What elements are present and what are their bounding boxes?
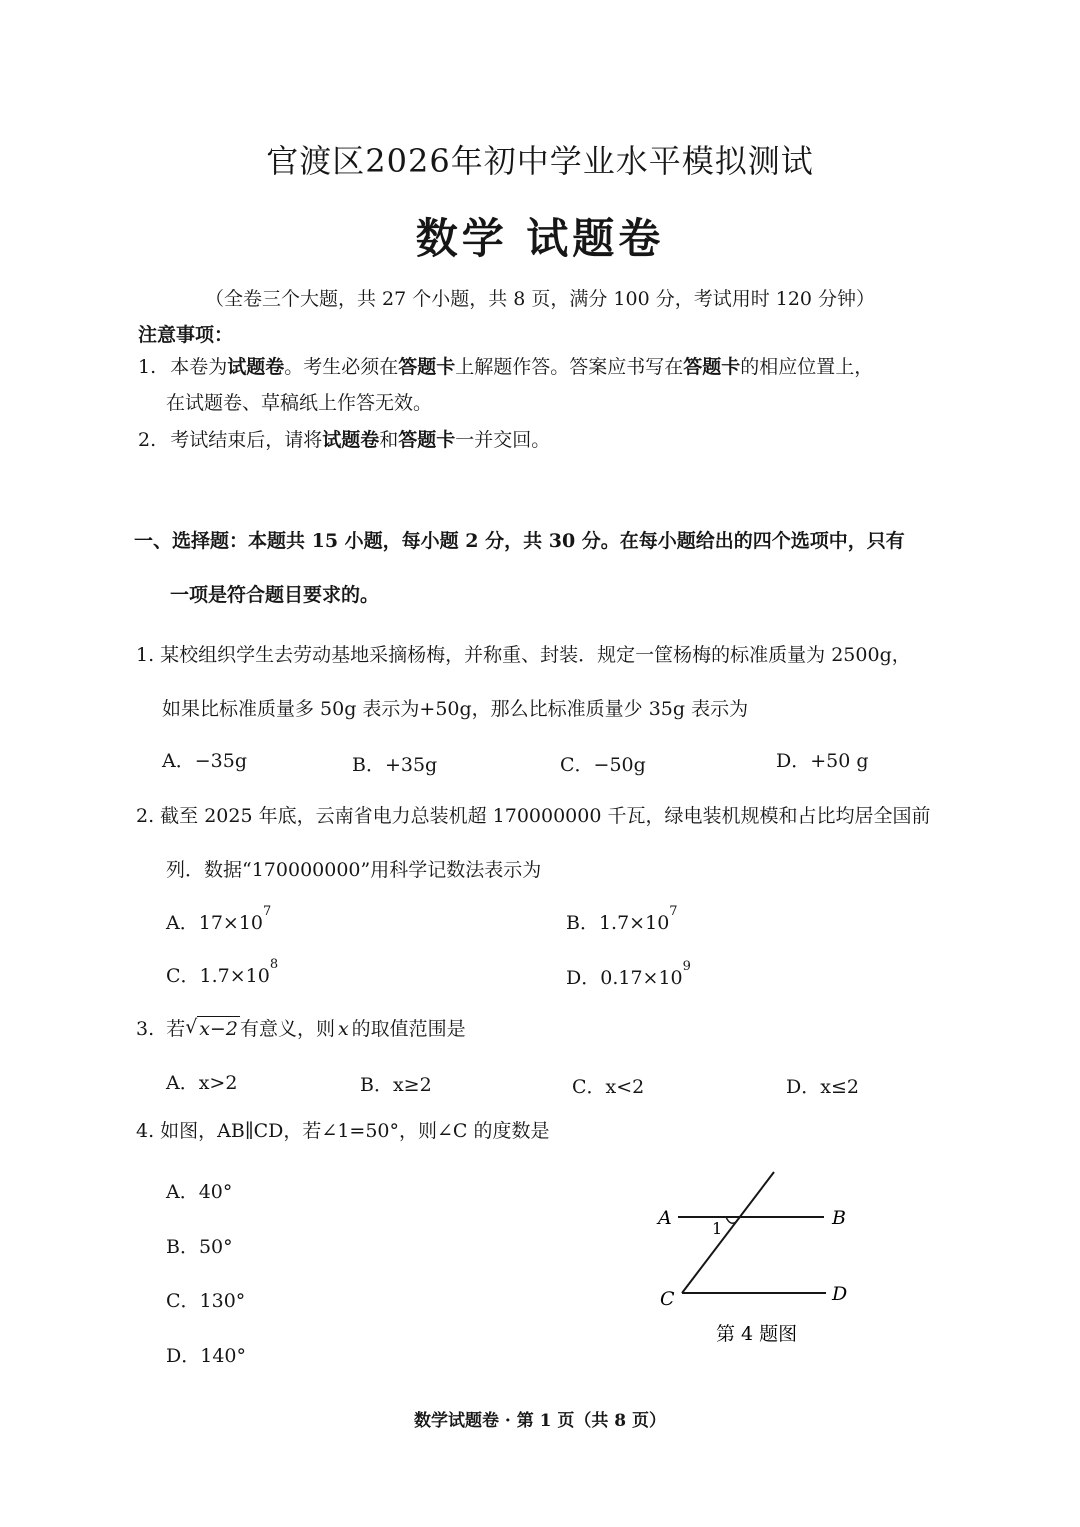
q2-option-a-base: 17×10 <box>198 912 264 934</box>
q2-option-d-label: D． <box>566 967 601 989</box>
notice-item-2-bold-a: 试题卷 <box>322 429 380 451</box>
q2-option-a <box>166 904 272 935</box>
sqrt-symbol-icon: √ <box>185 1016 198 1038</box>
notice-item-2 <box>138 425 550 452</box>
notice-item-1-bold-a: 试题卷 <box>227 356 285 378</box>
point-label-c: C <box>660 1288 675 1310</box>
notice-item-1-bold-b: 答题卡 <box>398 356 456 378</box>
notice-item-2-text-a: 考试结束后，请将 <box>170 429 323 451</box>
q4-option-d: D．140° <box>166 1345 246 1367</box>
point-label-b: B <box>832 1207 846 1229</box>
notice-item-1 <box>138 352 873 379</box>
notice-item-1-bold-c: 答题卡 <box>683 356 741 378</box>
exam-title: 官渡区2026年初中学业水平模拟测试 <box>266 142 814 180</box>
q4-figure <box>640 1160 880 1350</box>
q1-stem-line2: 如果比标准质量多 50g 表示为+50g，那么比标准质量少 35g 表示为 <box>162 698 749 720</box>
figure-caption: 第 4 题图 <box>716 1323 798 1345</box>
section-1-heading-line2: 一项是符合题目要求的。 <box>170 584 380 606</box>
q2-option-d-exp: 9 <box>682 959 691 974</box>
notice-item-1-num: 1. <box>138 356 157 378</box>
q2-option-b-label: B． <box>566 912 599 934</box>
notice-item-1-text-b: 。考生必须在 <box>284 356 399 378</box>
q1-option-a: A．−35g <box>162 750 247 772</box>
q1-option-c: C．−50g <box>560 754 646 776</box>
q3-option-d: D．x≤2 <box>786 1076 859 1098</box>
q4-option-a: A．40° <box>166 1181 233 1203</box>
notice-item-2-text-c: 一并交回。 <box>455 429 551 451</box>
q2-stem-line2: 列．数据“170000000”用科学记数法表示为 <box>166 859 542 881</box>
q2-option-b-exp: 7 <box>669 904 678 919</box>
q1-stem-line1: 1. 某校组织学生去劳动基地采摘杨梅，并称重、封装．规定一筐杨梅的标准质量为 2500g， <box>136 644 911 666</box>
page-footer: 数学试题卷 · 第 1 页（共 8 页） <box>413 1411 667 1431</box>
q4-option-c: C．130° <box>166 1290 246 1312</box>
point-label-a: A <box>658 1207 672 1229</box>
q1-option-b: B．+35g <box>352 754 438 776</box>
q2-option-b <box>566 904 678 935</box>
notice-item-1-text-c: 上解题作答。答案应书写在 <box>455 356 684 378</box>
q4-option-b: B．50° <box>166 1236 233 1258</box>
q3-mid: 有意义，则 <box>239 1018 335 1040</box>
q3-sqrt-expression <box>185 1018 240 1040</box>
q2-option-a-exp: 7 <box>263 904 272 919</box>
q3-var: x <box>337 1018 349 1040</box>
q1-option-d: D．+50 g <box>776 750 869 772</box>
notice-item-1-line2: 在试题卷、草稿纸上作答无效。 <box>166 392 433 414</box>
q2-option-d-base: 0.17×10 <box>600 967 683 989</box>
notice-item-1-text-d: 的相应位置上， <box>740 356 874 378</box>
exam-subtitle: 数学 试题卷 <box>415 214 665 263</box>
notice-item-2-bold-b: 答题卡 <box>398 429 456 451</box>
q2-option-d <box>566 959 691 990</box>
q3-num: 3. <box>136 1018 155 1040</box>
q3-radicand: x−2 <box>199 1018 238 1040</box>
section-1-heading-line1: 一、选择题：本题共 15 小题，每小题 2 分，共 30 分。在每小题给出的四个选项中，只有 <box>134 530 905 552</box>
q4-stem: 4. 如图，AB∥CD，若∠1=50°，则∠C 的度数是 <box>136 1120 550 1142</box>
q3-post: 的取值范围是 <box>351 1018 466 1040</box>
notice-item-2-num: 2. <box>138 429 157 451</box>
q3-pre: 若 <box>166 1018 186 1040</box>
notice-item-1-text-a: 本卷为 <box>170 356 228 378</box>
q2-option-b-base: 1.7×10 <box>598 912 670 934</box>
exam-info: （全卷三个大题，共 27 个小题，共 8 页，满分 100 分，考试用时 120 分钟） <box>204 288 876 310</box>
transversal-line <box>682 1172 774 1293</box>
q2-option-c-base: 1.7×10 <box>199 965 270 987</box>
point-label-d: D <box>832 1283 848 1305</box>
q3-option-b: B．x≥2 <box>360 1074 432 1096</box>
q2-option-c <box>166 957 279 988</box>
q3-option-c: C．x<2 <box>572 1076 645 1098</box>
notice-heading: 注意事项： <box>138 324 234 346</box>
q3-stem <box>136 1014 466 1041</box>
q2-option-c-exp: 8 <box>269 957 279 972</box>
notice-item-2-text-b: 和 <box>379 429 399 451</box>
angle-1-label: 1 <box>712 1219 723 1238</box>
q2-option-c-label: C． <box>166 965 200 987</box>
q2-option-a-label: A． <box>166 912 199 934</box>
q3-option-a: A．x>2 <box>166 1072 238 1094</box>
q2-stem-line1: 2. 截至 2025 年底，云南省电力总装机超 170000000 千瓦，绿电装机规模和占比均居全国前 <box>136 805 931 827</box>
